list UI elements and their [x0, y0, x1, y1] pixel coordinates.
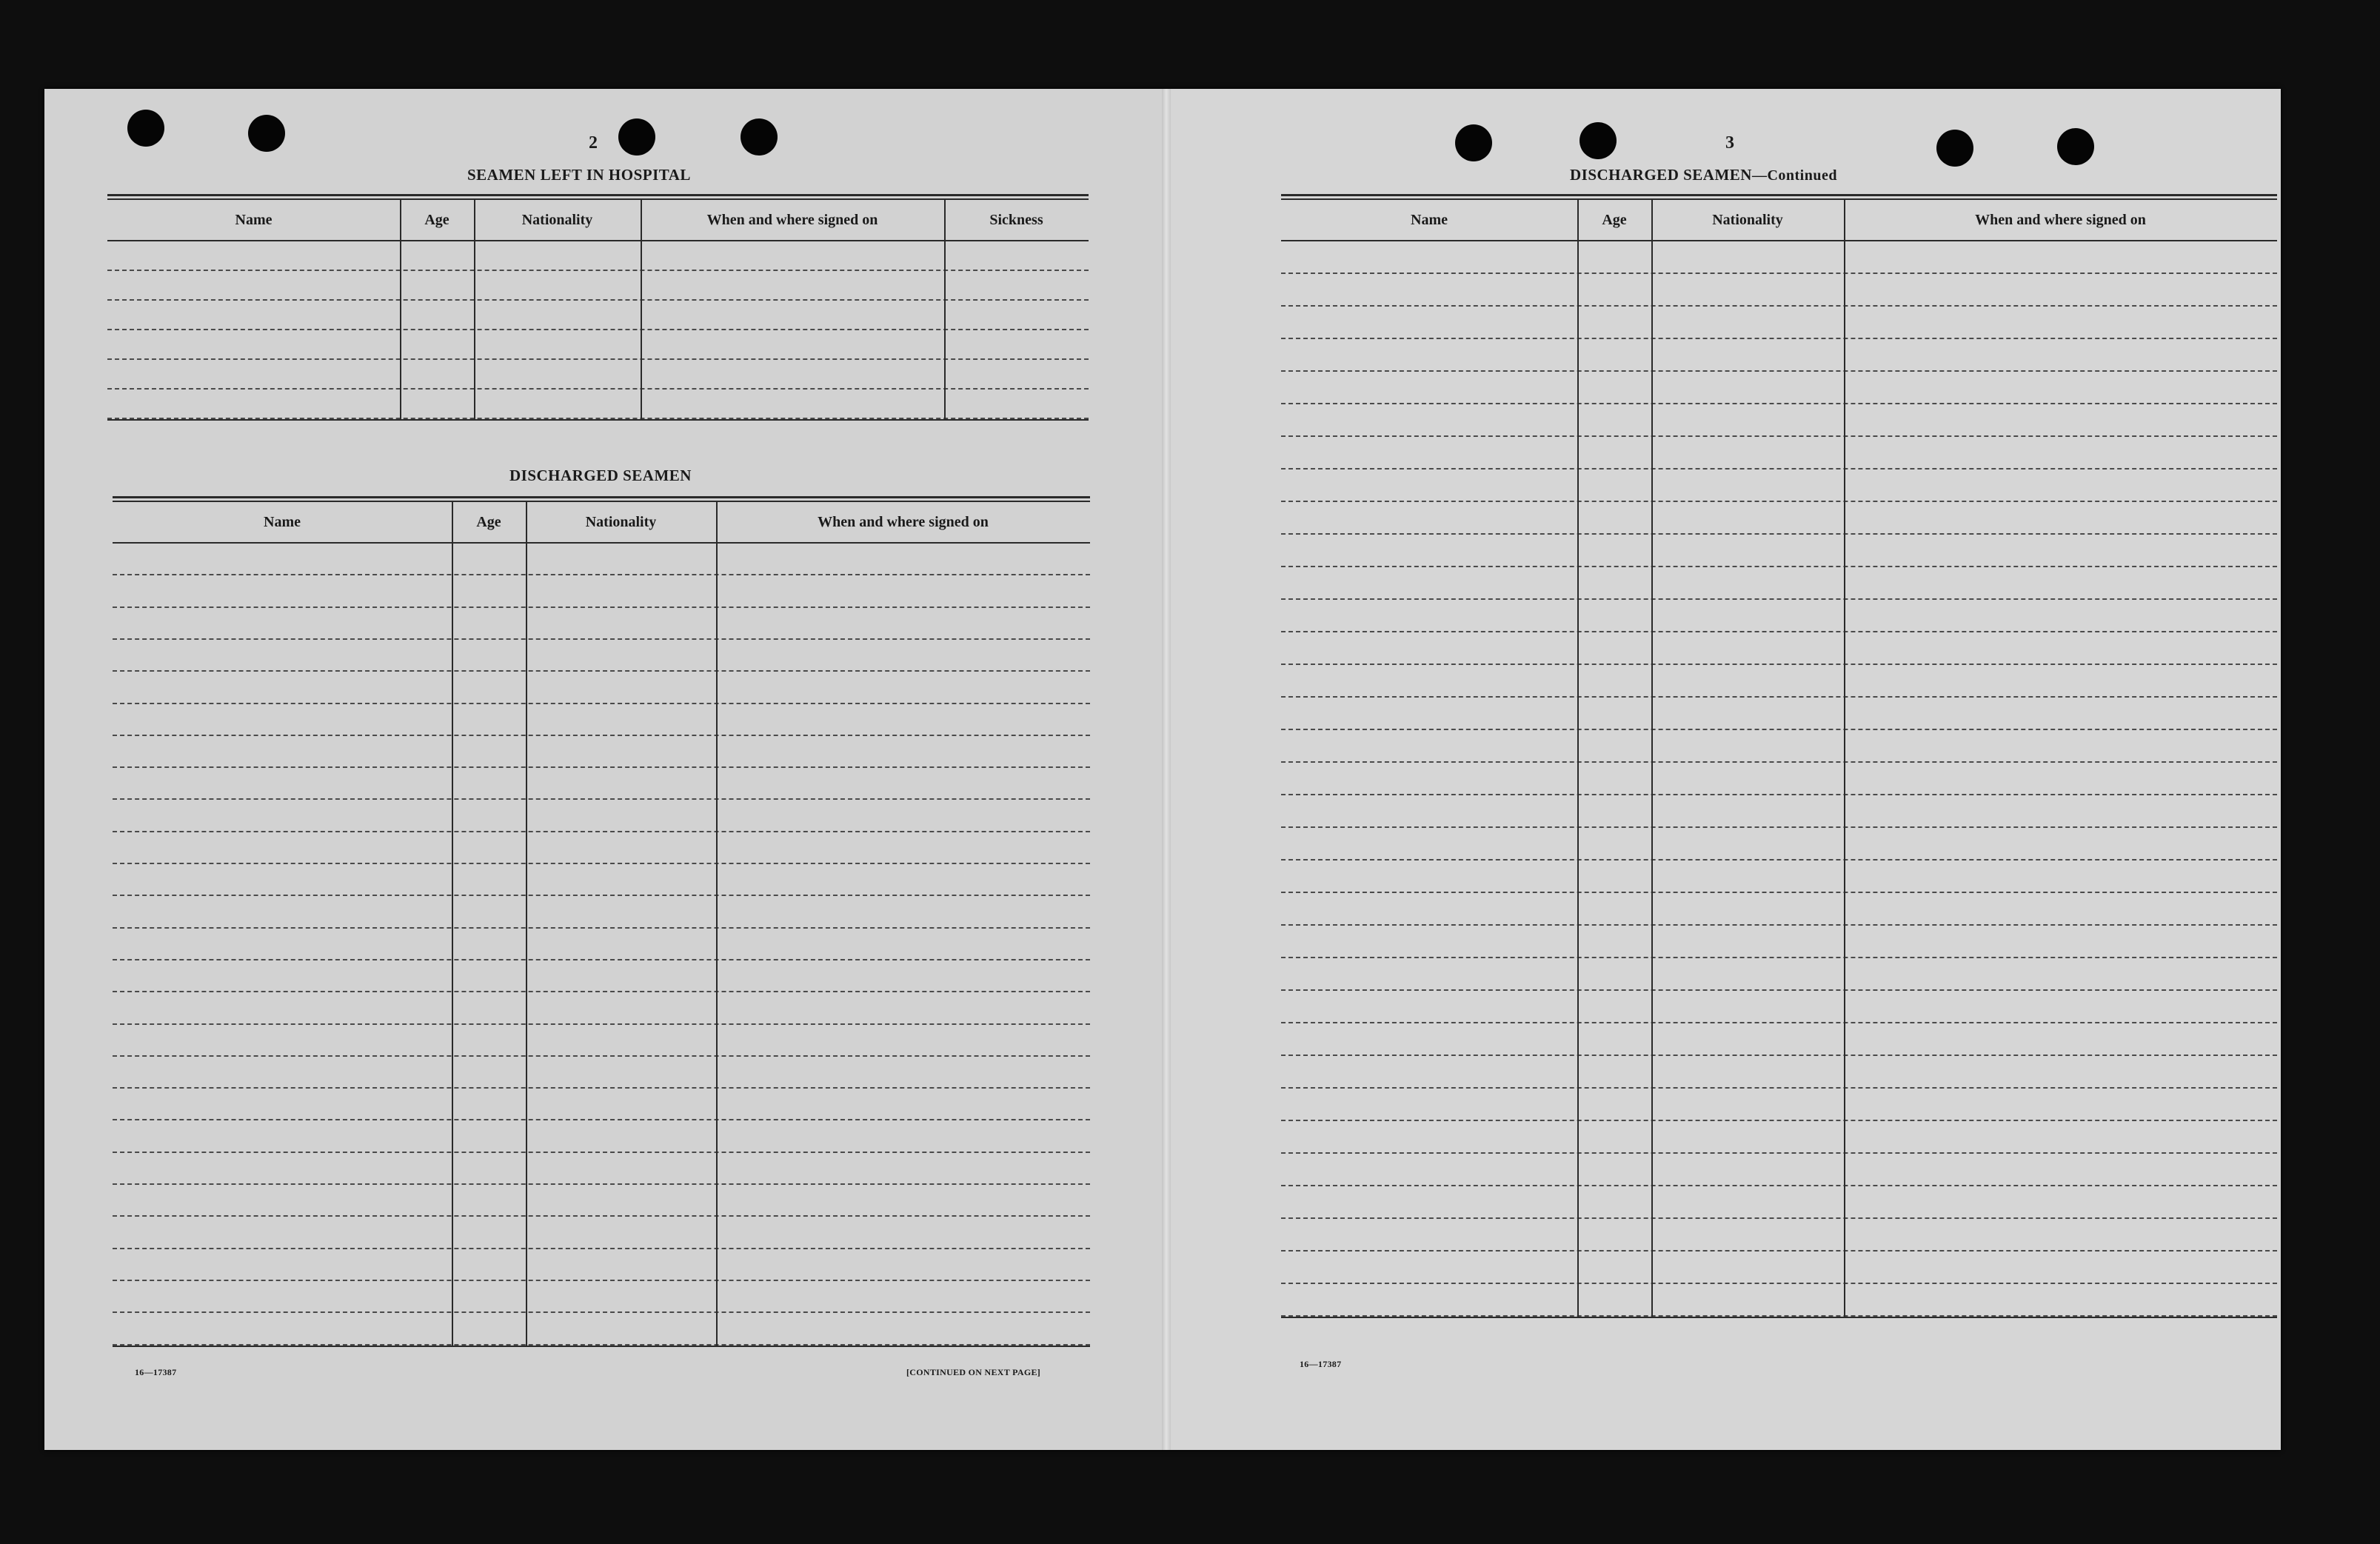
- column-divider: [526, 502, 527, 1346]
- table-row: [113, 735, 1090, 736]
- table-row: [107, 358, 1089, 360]
- column-divider: [641, 200, 642, 419]
- table-row: [113, 1311, 1090, 1313]
- column-header: Name: [235, 212, 273, 228]
- table-row: [1281, 273, 2277, 274]
- page-fold: [1162, 89, 1171, 1450]
- table-top-rule: [107, 198, 1089, 200]
- table-row: [113, 1183, 1090, 1185]
- table-row: [113, 1215, 1090, 1217]
- punch-hole: [2057, 128, 2094, 165]
- table-bottom-rule: [1281, 1317, 2277, 1318]
- left-page: [44, 89, 1166, 1450]
- header-rule: [107, 240, 1089, 241]
- table-row: [113, 927, 1090, 929]
- column-header: Name: [264, 514, 301, 530]
- column-divider: [400, 200, 401, 419]
- table-row: [113, 1280, 1090, 1281]
- column-header: When and where signed on: [818, 514, 989, 530]
- table-row: [113, 1087, 1090, 1089]
- table-row: [113, 1119, 1090, 1120]
- table-top-rule: [113, 496, 1090, 498]
- continued-note: [CONTINUED ON NEXT PAGE]: [906, 1367, 1041, 1377]
- column-header: Age: [1602, 212, 1627, 228]
- column-header: Age: [476, 514, 501, 530]
- header-rule: [1281, 240, 2277, 241]
- table-row: [113, 1152, 1090, 1153]
- table-row: [113, 831, 1090, 832]
- table-row: [1281, 1120, 2277, 1121]
- table-row: [1281, 892, 2277, 893]
- discharged-continued-title-main: DISCHARGED SEAMEN: [1570, 166, 1752, 184]
- table-row: [113, 638, 1090, 640]
- column-divider: [452, 502, 453, 1346]
- left-page-number: 2: [589, 133, 598, 153]
- column-divider: [944, 200, 946, 419]
- table-row: [1281, 1283, 2277, 1284]
- table-row: [1281, 598, 2277, 600]
- column-divider: [1651, 200, 1653, 1317]
- table-row: [1281, 1055, 2277, 1056]
- table-row: [1281, 1185, 2277, 1186]
- punch-hole: [1455, 124, 1492, 161]
- table-row: [1281, 1217, 2277, 1219]
- table-row: [1281, 435, 2277, 437]
- column-header: Nationality: [585, 514, 657, 530]
- table-row: [1281, 794, 2277, 795]
- table-row: [113, 1023, 1090, 1025]
- column-divider: [1577, 200, 1579, 1317]
- table-row: [1281, 696, 2277, 698]
- column-header: Nationality: [1712, 212, 1783, 228]
- punch-hole: [618, 118, 655, 156]
- table-row: [113, 863, 1090, 864]
- table-top-rule: [1281, 198, 2277, 200]
- discharged-continued-suffix: —Continued: [1751, 167, 1837, 184]
- table-row: [1281, 370, 2277, 372]
- column-divider: [716, 502, 718, 1346]
- column-header: Nationality: [521, 212, 593, 228]
- column-header: Age: [424, 212, 449, 228]
- punch-hole: [1936, 130, 1973, 167]
- table-row: [1281, 533, 2277, 535]
- table-bottom-rule: [113, 1346, 1090, 1347]
- table-row: [113, 703, 1090, 704]
- right-page-number: 3: [1725, 133, 1734, 153]
- table-top-rule: [107, 194, 1089, 196]
- form-number-left: 16—17387: [135, 1367, 177, 1377]
- table-row: [107, 388, 1089, 390]
- table-row: [1281, 1250, 2277, 1251]
- punch-hole: [741, 118, 778, 156]
- discharged-continued-title: [1570, 166, 1837, 184]
- table-row: [113, 1055, 1090, 1057]
- column-divider: [1844, 200, 1845, 1317]
- column-header: When and where signed on: [1975, 212, 2146, 228]
- table-row: [1281, 1087, 2277, 1089]
- header-rule: [113, 542, 1090, 544]
- column-divider: [474, 200, 475, 419]
- punch-hole: [127, 110, 164, 147]
- table-row: [113, 606, 1090, 608]
- table-row: [113, 959, 1090, 960]
- discharged-section-title: DISCHARGED SEAMEN: [509, 467, 692, 484]
- table-row: [1281, 761, 2277, 763]
- table-row: [1281, 305, 2277, 307]
- table-top-rule: [1281, 194, 2277, 196]
- table-row: [113, 766, 1090, 768]
- table-row: [107, 270, 1089, 271]
- table-row: [113, 574, 1090, 575]
- table-row: [1281, 1022, 2277, 1023]
- punch-hole: [1580, 122, 1617, 159]
- table-row: [113, 1248, 1090, 1249]
- table-row: [1281, 403, 2277, 404]
- table-row: [1281, 924, 2277, 926]
- table-row: [1281, 501, 2277, 502]
- right-page: [1166, 89, 2281, 1450]
- table-row: [113, 895, 1090, 896]
- table-row: [113, 798, 1090, 800]
- table-row: [113, 991, 1090, 992]
- table-bottom-rule: [107, 419, 1089, 421]
- table-row: [107, 299, 1089, 301]
- table-row: [1281, 957, 2277, 958]
- table-row: [1281, 664, 2277, 665]
- form-number-right: 16—17387: [1300, 1359, 1342, 1369]
- table-top-rule: [113, 501, 1090, 502]
- table-row: [113, 670, 1090, 672]
- column-header: When and where signed on: [706, 212, 878, 228]
- table-row: [1281, 566, 2277, 567]
- table-row: [1281, 729, 2277, 730]
- table-row: [1281, 468, 2277, 469]
- table-row: [1281, 338, 2277, 339]
- table-row: [1281, 859, 2277, 860]
- table-row: [1281, 1152, 2277, 1154]
- punch-hole: [248, 115, 285, 152]
- column-header: Sickness: [989, 212, 1043, 228]
- form-sheet: [44, 89, 2281, 1450]
- table-row: [1281, 826, 2277, 828]
- hospital-section-title: SEAMEN LEFT IN HOSPITAL: [467, 166, 691, 184]
- table-row: [1281, 631, 2277, 632]
- table-row: [1281, 989, 2277, 991]
- column-header: Name: [1411, 212, 1448, 228]
- table-row: [107, 329, 1089, 330]
